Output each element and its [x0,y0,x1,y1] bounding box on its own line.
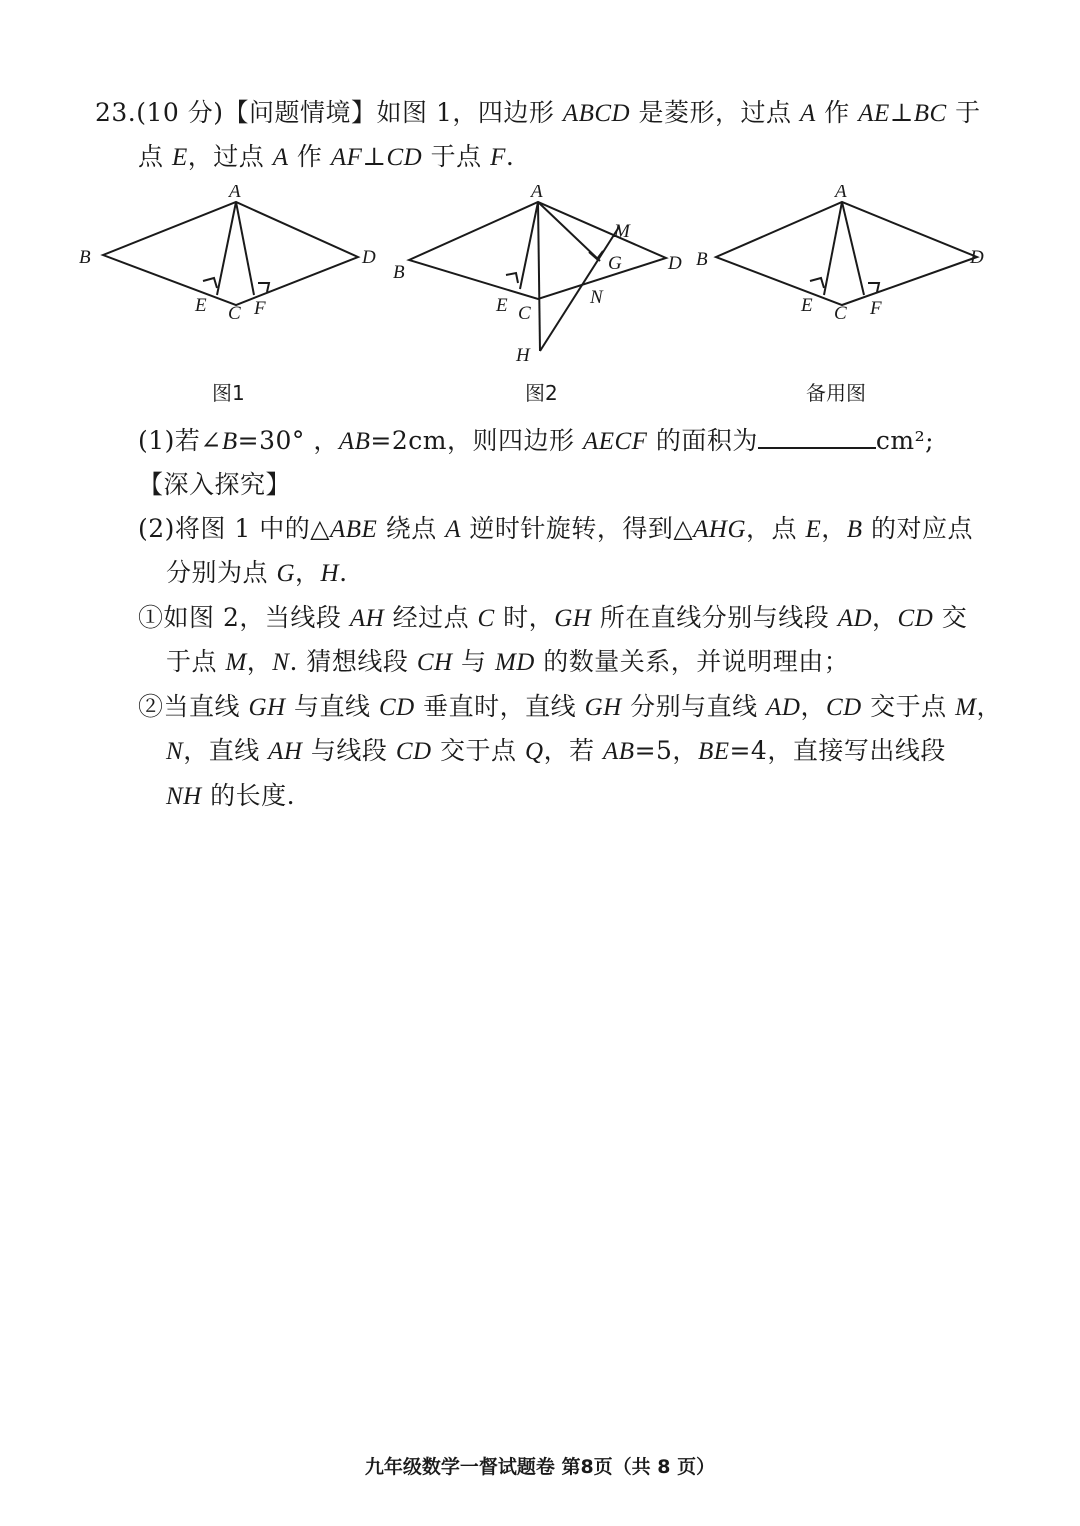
text: 于点 [166,647,226,676]
label-c-backup: C [834,303,847,324]
text: 于点 [422,142,491,171]
math: AH [349,605,385,632]
label-b-fig1: B [79,247,91,268]
figure-2-caption: 图2 [525,381,558,405]
text: 的面积为 [647,426,758,455]
math: ABCD [562,100,631,127]
text: 作 [288,142,331,171]
right-angle-mark-e-backup [810,278,824,288]
math: CD [395,738,432,765]
label-h-fig2: H [516,345,530,366]
math: AB [338,428,371,455]
segment-ae-fig1 [217,202,236,295]
math: AF [330,144,363,171]
label-n-fig2: N [590,287,603,308]
label-m-fig2: M [614,221,630,242]
math: AB [603,738,635,765]
text: ，直线 [183,736,269,765]
math: B [846,516,863,543]
math: F [490,144,506,171]
text: 时， [494,603,555,632]
math: AHG [693,516,747,543]
part-1 [138,424,934,459]
label-c-fig1: C [228,303,241,324]
line-gh-fig2 [540,227,619,351]
text: ，过点 [187,142,273,171]
answer-blank[interactable] [758,425,876,449]
text: ， [800,692,826,721]
label-f-backup: F [870,298,882,319]
label-g-fig2: G [608,253,622,274]
unit: cm²; [875,426,935,455]
right-angle-mark-e-fig1 [203,278,217,288]
math: AD [837,605,873,632]
label-c-fig2: C [518,303,531,324]
math: BC [913,100,947,127]
text: 垂直时，直线 [414,692,585,721]
math: E [805,516,822,543]
text: . 猜想线段 [289,647,417,676]
right-angle-mark-f-backup [868,283,879,292]
math: CH [416,649,453,676]
question-line-1 [95,96,981,131]
text: 经过点 [384,603,478,632]
figure-1-caption: 图1 [212,381,245,405]
math: ABE [329,516,378,543]
text: 作 [815,98,859,127]
label-d-backup: D [970,247,984,268]
math: A [800,100,816,127]
label-a-fig2: A [531,185,543,202]
figure-1 [103,202,358,305]
text: =5， [634,736,698,765]
math: CD [825,694,862,721]
math: AECF [582,428,648,455]
text: ②当直线 [138,692,249,721]
math: GH [248,694,286,721]
math: M [955,694,977,721]
segment-ae-fig2 [520,202,538,289]
right-angle-mark-e-fig2 [506,273,518,283]
math: AE [858,100,890,127]
math: BE [697,738,730,765]
label-e-backup: E [801,295,813,316]
math: G [276,560,296,587]
figures-svg [0,185,1080,375]
math: N [166,738,184,765]
sub-1-line-1 [138,601,967,636]
label-d-fig1: D [362,247,376,268]
math: GH [554,605,592,632]
part-2-line-1 [138,512,973,547]
math: A [272,144,289,171]
math: MD [494,649,535,676]
text: 点 [138,142,172,171]
label-a-fig1: A [229,185,241,202]
label-b-backup: B [696,249,708,270]
text: 交于点 [431,736,526,765]
figure-backup-caption: 备用图 [806,381,866,405]
sub-1-line-2 [166,645,849,680]
text: . [339,558,348,587]
math: NH [166,783,202,810]
text: 交于点 [861,692,956,721]
math: N [272,649,290,676]
segment-af-backup [842,202,864,295]
perp-symbol: ⊥ [889,98,914,127]
math: Q [525,738,544,765]
math: CD [386,144,423,171]
page-footer: 九年级数学一督试题卷 第8页（共 8 页） [364,1456,716,1478]
text: (1)若∠ [138,426,222,455]
text: 与 [452,647,495,676]
text: 分别为点 [166,558,277,587]
math: GH [584,694,622,721]
perp-symbol: ⊥ [362,142,387,171]
text: =4，直接写出线段 [729,736,946,765]
text: 的对应点 [862,514,974,543]
text: 23.(10 分)【问题情境】如图 1，四边形 [95,98,563,127]
segment-ah-fig2 [538,202,540,351]
text: 绕点 [377,514,446,543]
text: 是菱形，过点 [630,98,801,127]
text: . [505,142,515,171]
text: ， [295,558,321,587]
text: 所在直线分别与线段 [591,603,838,632]
text: 的长度. [201,781,296,810]
segment-ae-backup [824,202,842,295]
math: H [320,560,340,587]
text: ，若 [543,736,604,765]
text: ①如图 2，当线段 [138,603,350,632]
text: (2)将图 1 中的△ [138,514,330,543]
math: B [221,428,238,455]
text: 与直线 [285,692,379,721]
label-d-fig2: D [668,253,682,274]
math: AD [766,694,801,721]
section-heading: 【深入探究】 [138,470,292,499]
math: AH [268,738,303,765]
text: =2cm，则四边形 [370,426,583,455]
segment-ag-fig2 [538,202,600,261]
text: ，点 [746,514,806,543]
text: 逆时针旋转，得到△ [460,514,694,543]
segment-af-fig1 [236,202,254,295]
math: A [445,516,461,543]
math: CD [897,605,934,632]
figure-backup [716,202,977,305]
text: =30° ， [237,426,339,455]
text: 的数量关系，并说明理由； [534,647,850,676]
text: ， [976,692,1002,721]
text: ， [872,603,898,632]
math: C [477,605,495,632]
math: M [225,649,247,676]
text: 于 [946,98,981,127]
text: 交 [933,603,968,632]
question-line-2 [138,140,514,175]
label-a-backup: A [835,185,847,202]
label-f-fig1: F [254,298,266,319]
text: ， [246,647,273,676]
text: 分别与直线 [621,692,767,721]
rhombus-abcd-fig1 [103,202,358,305]
sub-2-line-2 [166,734,946,769]
right-angle-mark-f-fig1 [258,283,269,292]
label-e-fig1: E [195,295,207,316]
text: 与线段 [302,736,396,765]
part-2-line-2 [166,556,348,591]
label-b-fig2: B [393,262,405,283]
math: CD [378,694,415,721]
sub-2-line-3 [166,779,295,814]
sub-2-line-1 [138,690,1002,725]
label-e-fig2: E [496,295,508,316]
text: ， [821,514,847,543]
math: E [171,144,188,171]
